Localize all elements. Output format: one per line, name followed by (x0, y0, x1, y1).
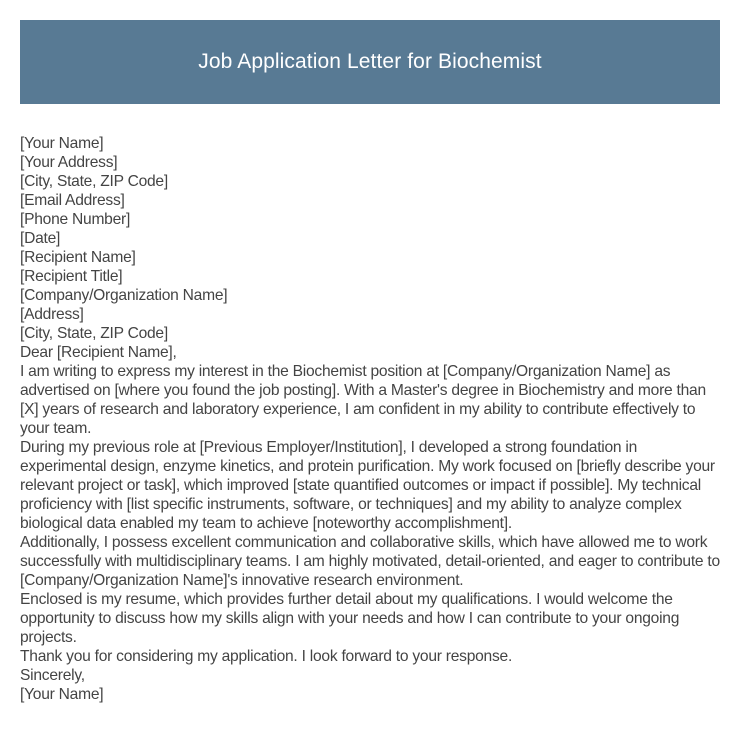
page-title: Job Application Letter for Biochemist (198, 50, 542, 73)
recipient-name: [Recipient Name] (20, 249, 136, 266)
recipient-city-state-zip: [City, State, ZIP Code] (20, 325, 168, 342)
sender-name: [Your Name] (20, 135, 104, 152)
closing: Sincerely, (20, 667, 85, 684)
letter-date: [Date] (20, 230, 61, 247)
paragraph-skills: Additionally, I possess excellent communication and collaborative skills, which have allowed me to work successfully with multidisciplinary teams. I am highly motivated, detail-oriented, and eager to contribute to [Company/Organization Name]'s innovative research environment. (20, 534, 720, 589)
paragraph-thanks: Thank you for considering my application. I look forward to your response. (20, 648, 513, 665)
sender-city-state-zip: [City, State, ZIP Code] (20, 173, 168, 190)
letter-body (20, 134, 724, 704)
page-header (20, 20, 720, 104)
recipient-company: [Company/Organization Name] (20, 287, 228, 304)
recipient-title: [Recipient Title] (20, 268, 123, 285)
recipient-address: [Address] (20, 306, 84, 323)
paragraph-enclosure: Enclosed is my resume, which provides further detail about my qualifications. I would welcome the opportunity to discuss how my skills align with your needs and how I can contribute to your ongoing projects. (20, 591, 680, 646)
sender-email: [Email Address] (20, 192, 125, 209)
sender-address: [Your Address] (20, 154, 118, 171)
paragraph-experience: During my previous role at [Previous Employer/Institution], I developed a strong foundation in experimental design, enzyme kinetics, and protein purification. My work focused on [briefly describe your relevant project or task], which improved [state quantified outcomes or impact if possible]. My technical proficiency with [list specific instruments, software, or techniques] and my ability to analyze complex biological data enabled my team to achieve [noteworthy accomplishment]. (20, 439, 715, 532)
signature: [Your Name] (20, 686, 104, 703)
salutation: Dear [Recipient Name], (20, 344, 177, 361)
sender-phone: [Phone Number] (20, 211, 131, 228)
paragraph-intro: I am writing to express my interest in the Biochemist position at [Company/Organization Name] as advertised on [where you found the job posting]. With a Master's degree in Biochemistry and more than [X] years of research and laboratory experience, I am confident in my ability to contribute effectively to your team. (20, 363, 706, 437)
